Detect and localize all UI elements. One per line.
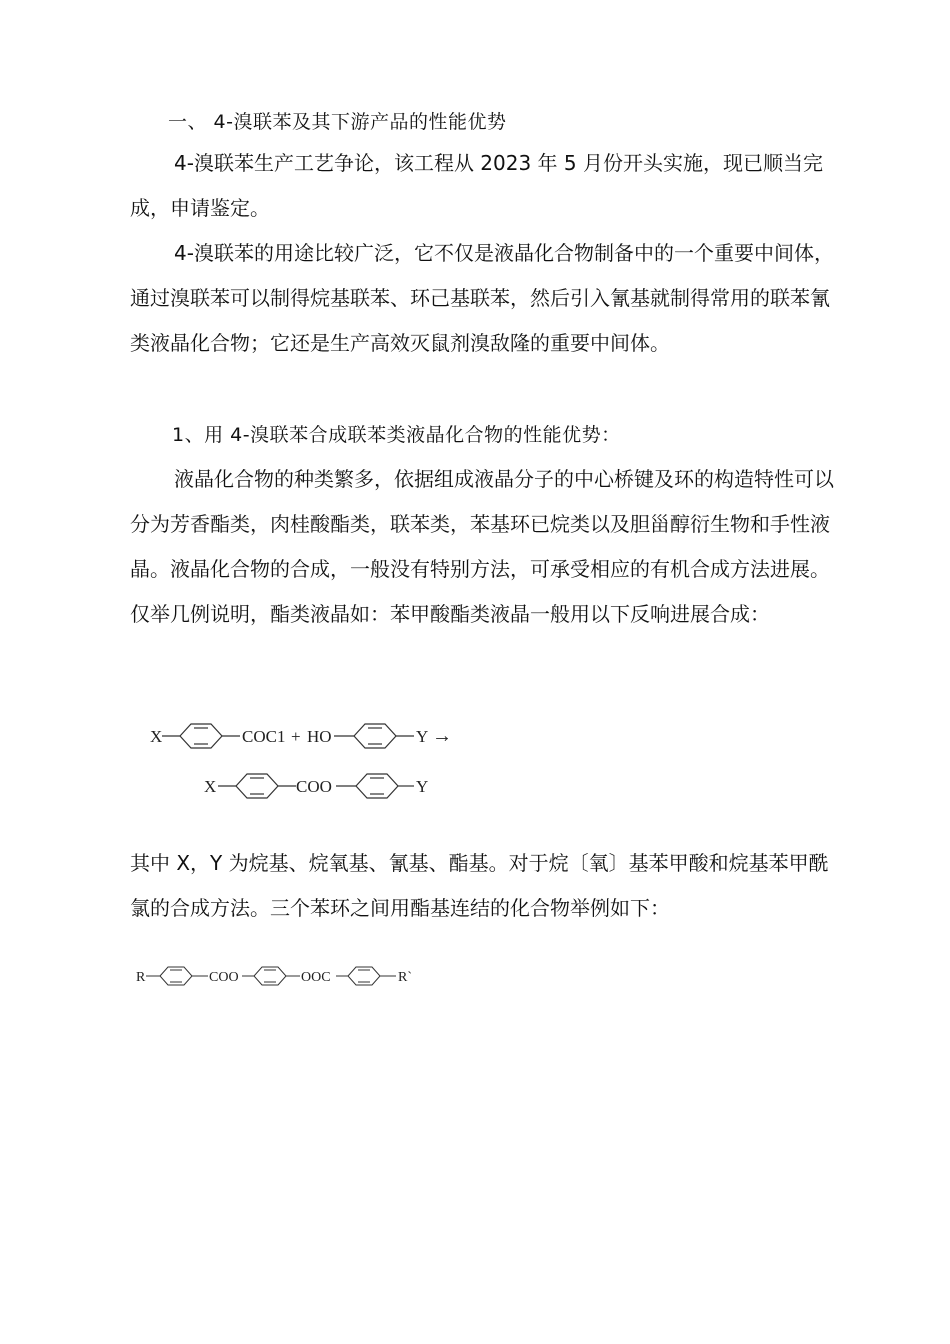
paragraph-liquid-crystal-types: 液晶化合物的种类繁多，依据组成液晶分子的中心桥键及环的构造特性可以分为芳香酯类，肉桂酸酯类，联苯类，苯基环已烷类以及胆甾醇衍生物和手性液晶。液晶化合物的合成，一般没有特别方法，可承受相应的有机合成方法进展。仅举几例说明，酯类液晶如：苯甲酸酯类液晶一般用以下反响进展合成：	[130, 467, 834, 626]
structure-bridge-ooc: OOC	[301, 970, 331, 985]
reactant1-acyl-chloride: COC1	[242, 727, 286, 746]
reactant2-substituent: Y	[416, 727, 429, 746]
reactant1-substituent: X	[150, 727, 163, 746]
reactant2-hydroxyl: HO	[307, 727, 332, 746]
structure-left-substituent: R	[136, 970, 146, 985]
structure-bridge-coo: COO	[209, 970, 239, 985]
reaction-arrow: →	[432, 725, 452, 747]
three-ring-ester-structure	[134, 956, 434, 996]
product-right-substituent: Y	[416, 777, 429, 796]
paragraph-substituents: 其中 X，Y 为烷基、烷氧基、氰基、酯基。对于烷〔氧〕基苯甲酸和烷基苯甲酰氯的合成方法。三个苯环之间用酯基连结的化合物举例如下：	[130, 851, 829, 920]
product-left-substituent: X	[204, 777, 217, 796]
reaction-scheme	[148, 710, 488, 820]
section-heading: 一、 4-溴联苯及其下游产品的性能优势	[168, 111, 507, 133]
reaction-plus: +	[291, 727, 301, 746]
structure-right-substituent: R`	[398, 970, 412, 985]
paragraph-project-status: 4-溴联苯生产工艺争论，该工程从 2023 年 5 月份开头实施，现已顺当完成，申请鉴定。	[130, 151, 823, 220]
paragraph-uses: 4-溴联苯的用途比较广泛，它不仅是液晶化合物制备中的一个重要中间体，通过溴联苯可以制得烷基联苯、环己基联苯，然后引入氰基就制得常用的联苯氰类液晶化合物；它还是生产高效灭鼠剂溴敌隆的重要中间体。	[130, 241, 834, 355]
product-ester-bridge: COO	[296, 777, 332, 796]
subsection-heading: 1、用 4-溴联苯合成联苯类液晶化合物的性能优势：	[172, 424, 621, 446]
